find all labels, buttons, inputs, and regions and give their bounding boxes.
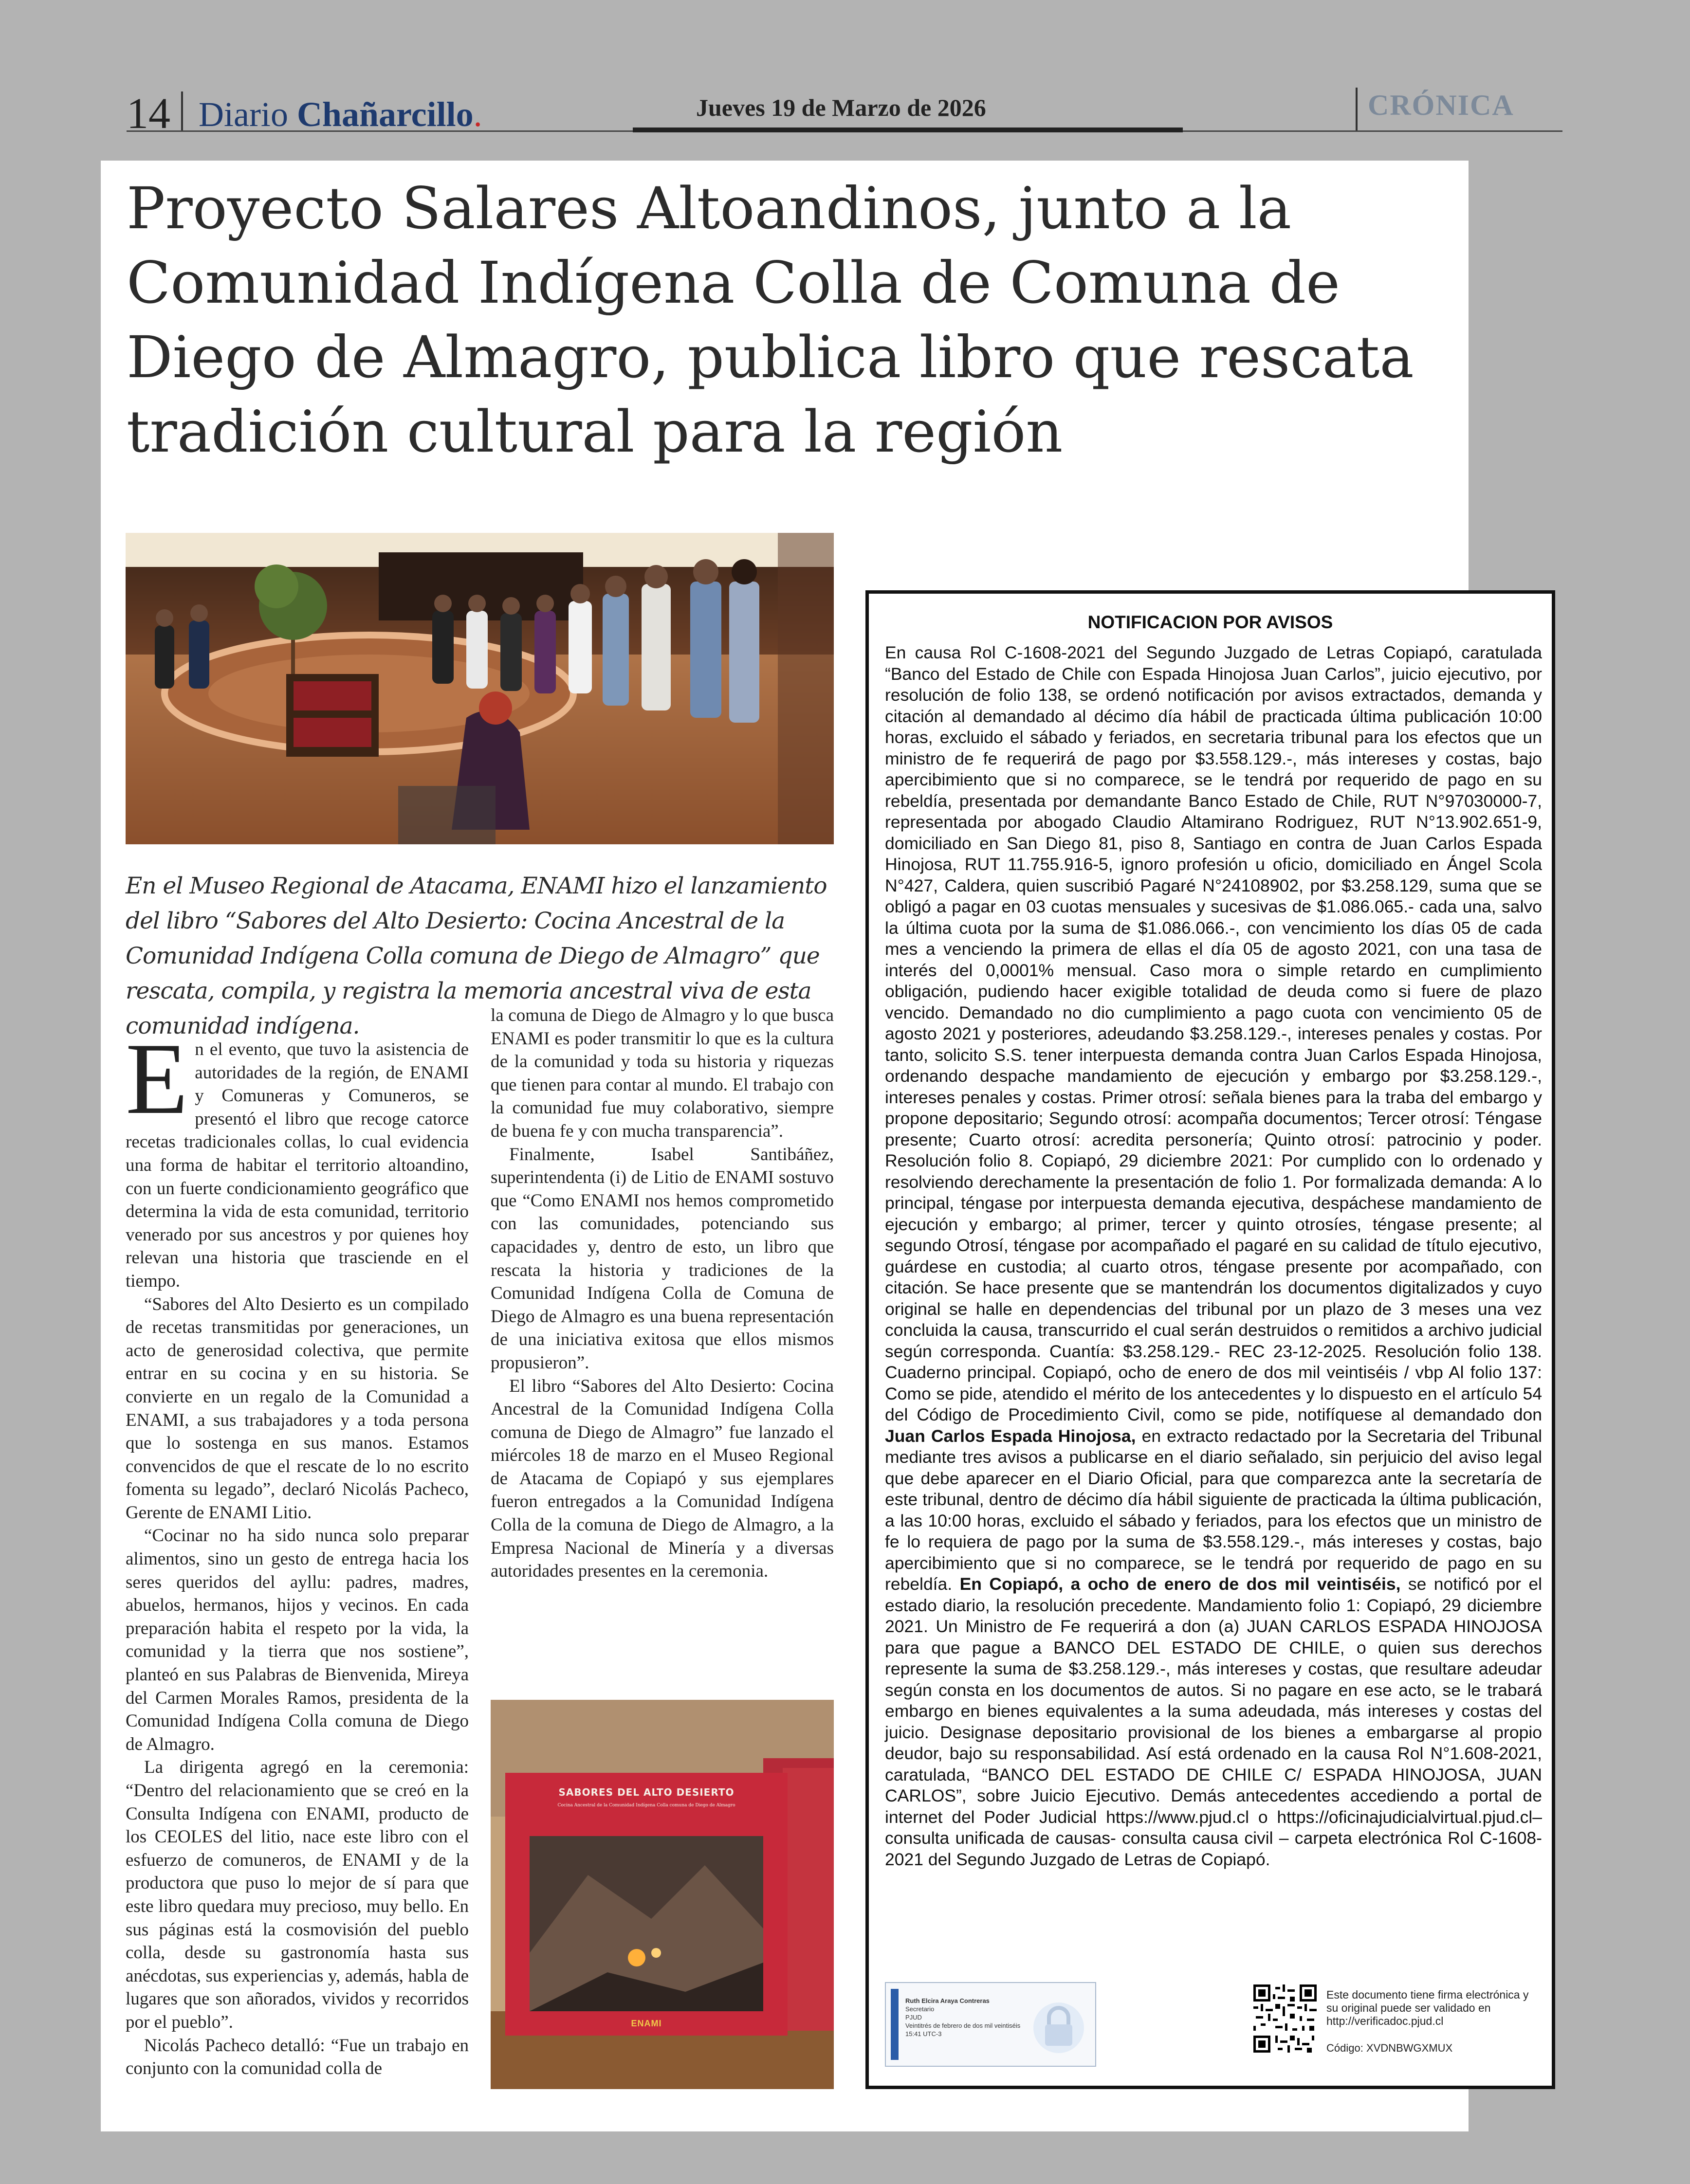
signer-role: Secretario bbox=[905, 2005, 935, 2013]
section-name: CRÓNICA bbox=[1368, 89, 1514, 121]
issue-date: Jueves 19 de Marzo de 2026 bbox=[696, 94, 986, 121]
notice-body-part-1: En causa Rol C-1608-2021 del Segundo Juzgado de Letras Copiapó, caratulada “Banco del Estado de Chile con Espada Hinojosa Juan Carlos”, juicio ejecutivo, por resolución de folio 138, se ordenó notificación por avisos extractados, demanda y citación al demandado al décimo día hábil de practicada última publicación 10:00 horas, excluido el sábado y feriados, en secretaria tribunal para los efectos que un ministro de fe requerirá de pago por $3.558.129.-, más intereses y costas, bajo apercibimiento que si no comparece, se le tendrá por requerido de pago en su rebeldía, presentada por demandante Banco Estado de Chile, RUT N°97030000-7, representada por abogado Claudio Altamirano Rodriguez, RUT N°13.902.651-9, domiciliado en San Diego 81, piso 8, Santiago en contra de Juan Carlos Espada Hinojosa, RUT 11.755.916-5, ignoro profesión u oficio, domiciliado en Ángel Scola N°427, Caldera, quien suscribió Pagaré N°24108902, por $3.258.129, suma que se obligó a pagar en 03 cuotas mensuales y sucesivas de $1.086.065.- cada una, salvo la última cuota por la suma de $1.086.066.-, con vencimiento los días 05 de cada mes a venciendo la primera de ellas el día 05 de agosto 2021, con una tasa de interés del 0,0001% mensual. Caso mora o simple retardo en cumplimiento obligación, pudiendo hacer exigible totalidad de deuda como si fuere de plazo vencido. Demandado no dio cumplimiento a pago cuota con vencimiento 05 de agosto 2021 y posteriores, adeudando $3.258.129.-, intereses penales y costas. Por tanto, solicito S.S. tener interpuesta demanda contra Juan Carlos Espada Hinojosa, ordenando despache mandamiento de ejecución y embargo por $3.258.129.-, intereses penales y costas. Primer otrosí: señala bienes para la traba del embargo y propone depositario; Segundo otrosí: acompaña documentos; Tercer otrosí: Téngase presente; Cuarto otrosí: acredita personería; Quinto otrosí: patrocinio y poder. Resolución folio 8. Copiapó, 29 diciembre 2021: Por cumplido con lo ordenado y resolviendo derechamente la presentación de folio 1. Por formalizada demanda: A lo principal, téngase por interpuesta demanda ejecutiva, despáchese mandamiento de ejecución y embargo; al primer, tercer y quinto otrosíes, téngase presente; al segundo Otrosí, téngase por acompañado el pagaré en su calidad de título ejecutivo, guárdese en custodia; al cuarto otros, téngase presente por acompañado, con citación. Se hace presente que se mantendrán los documentos digitalizados y cuyo original se halle en dependencias del tribunal por un plazo de 3 meses una vez concluida la causa, transcurrido el cual serán destruidos o remitidos a archivo judicial según corresponda. Cuantía: $3.258.129.- REC 23-12-2025. Resolución folio 138. Cuaderno principal. Copiapó, ocho de enero de dos mil veintiséis / vbp Al folio 137: Como se pide, atendido el mérito de los antecedentes y lo dispuesto en el artículo 54 del Código de Procedimiento Civil, como se pide, notifíquese al demandado don bbox=[885, 643, 1542, 1424]
newspaper-name bbox=[199, 94, 482, 135]
book-cover-title: SABORES DEL ALTO DESIERTO bbox=[558, 1786, 735, 1798]
photo-caption: En el Museo Regional de Atacama, ENAMI hizo el lanzamiento del libro “Sabores del Alto Desierto: Cocina Ancestral de la Comunidad Indígena Colla comuna de Diego de Almagro” que rescata, compila, y registra la memoria ancestral viva de esta comunidad indígena. bbox=[126, 873, 827, 1039]
paragraph-3: “Cocinar no ha sido nunca solo preparar alimentos, sino un gesto de entrega hacia los seres queridos del ayllu: padres, madres, abuelos, hermanos, hijos y vecinos. En cada preparación habita el respeto por la vida, la comunidad y la tierra que nos sostiene”, planteó en sus Palabras de Bienvenida, Mireya del Carmen Morales Ramos, presidenta de la Comunidad Indígena Colla comuna de Diego de Almagro. bbox=[126, 1526, 469, 1754]
page-number: 14 bbox=[127, 90, 170, 138]
section-divider bbox=[1356, 88, 1358, 130]
notice-body-bold-2: En Copiapó, a ocho de enero de dos mil veintiséis, bbox=[959, 1574, 1401, 1594]
book-cover-logo: ENAMI bbox=[631, 2019, 662, 2028]
notice-body-bold-1: Juan Carlos Espada Hinojosa, bbox=[885, 1426, 1136, 1446]
notice-body-part-2: en extracto redactado por la Secretaria del Tribunal mediante tres avisos a publicarse en el diario señalado, sin perjuicio del aviso legal que debe aparecer en el Diario Oficial, para que comparezca ante la secretaría de este tribunal, dentro de décimo día hábil siguiente de practicada la última publicación, a las 10:00 horas, excluido el sábado y feriados, para los efectos que un ministro de fe lo requiera de pago por la suma de $3.558.129.-, más intereses y costas, bajo apercibimiento que si no comparece, se le tendrá por requerido de pago en su rebeldía. bbox=[885, 1426, 1543, 1594]
qr-code-icon bbox=[1253, 1984, 1317, 2053]
book-cover-subtitle: Cocina Ancestral de la Comunidad Indígena Colla comuna de Diego de Almagro bbox=[557, 1803, 735, 1808]
paragraph-4: La dirigenta agregó en la ceremonia: “Dentro del relacionamiento que se creó en la Consulta Indígena con ENAMI, producto de los CEOLES del litio, nace este libro con el esfuerzo de comuneros, de ENAMI y de la productora que puso lo mejor de sí para que este libro quedara muy precioso, muy bello. En sus páginas está la cosmovisión del pueblo colla, desde su gastronomía hasta sus anécdotas, sus experiencias y, además, habla de lugares que son añorados, vividos y recorridos por el pueblo”. bbox=[126, 1757, 469, 2032]
event-photo bbox=[126, 533, 834, 844]
article-column-1 bbox=[126, 1022, 469, 2080]
newspaper-name-dot: . bbox=[473, 95, 482, 134]
signature-time: 15:41 UTC-3 bbox=[905, 2030, 942, 2038]
electronic-signature-stamp bbox=[885, 1982, 1096, 2067]
paragraph-8: El libro “Sabores del Alto Desierto: Cocina Ancestral de la Comunidad Indígena Colla comuna de Diego de Almagro” fue lanzado el miércoles 18 de marzo en el Museo Regional de Atacama de Copiapó y sus ejemplares fueron entregados a la Comunidad Indígena Colla de la comuna de Diego de Almagro, a la Empresa Nacional de Minería y a diversas autoridades presentes en la ceremonia. bbox=[491, 1376, 834, 1582]
article-headline: Proyecto Salares Altoandinos, junto a la Comunidad Indígena Colla de Comuna de Diego de Almagro, publica libro que rescata tradición cultural para la región bbox=[127, 175, 1414, 465]
verification-text: Este documento tiene firma electrónica y su original puede ser validado en http://verificadoc.pjud.cl bbox=[1326, 1988, 1529, 2027]
paragraph-1-text: n el evento, que tuvo la asistencia de autoridades de la región, de ENAMI y Comuneras y Comuneros, se presentó el libro que recoge catorce recetas tradicionales collas, lo cual evidencia una forma de habitar el territorio altoandino, con un fuerte condicionamiento geográfico que determina la vida de esta comunidad, territorio venerado por sus ancestros y por quienes hoy relevan una historia que trasciende en el tiempo. bbox=[126, 1039, 469, 1291]
masthead-divider bbox=[181, 91, 183, 130]
newspaper-name-prefix: Diario bbox=[199, 95, 297, 134]
paragraph-2: “Sabores del Alto Desierto es un compilado de recetas transmitidas por generaciones, un acto de generosidad colectiva, que permite entrar en su cocina y en su historia. Se convierte en un regalo de la Comunidad a ENAMI, a sus trabajadores y a toda persona que lo sostenga en sus manos. Estamos convencidos de que el rescate de lo no escrito fomenta su legado”, declaró Nicolás Pacheco, Gerente de ENAMI Litio. bbox=[126, 1294, 469, 1523]
article-column-2 bbox=[491, 1004, 834, 1583]
drop-cap: E bbox=[126, 1022, 188, 1135]
lock-icon bbox=[1032, 1998, 1085, 2056]
newspaper-name-bold: Chañarcillo bbox=[296, 95, 474, 134]
paragraph-7: Finalmente, Isabel Santibáñez, superintendenta (i) de Litio de ENAMI sostuvo que “Como ENAMI nos hemos comprometido con las comunidades, potenciando sus capacidades y, dentro de esto, un libro que rescata la historia y tradiciones de la Comunidad Indígena Colla de Comuna de Diego de Almagro es una buena representación de una iniciativa exitosa que ellos mismos propusieron”. bbox=[491, 1144, 834, 1373]
paragraph-6: la comuna de Diego de Almagro y lo que busca ENAMI es poder transmitir lo que es la cultura de la comunidad y toda su historia y riquezas que tienen para contar al mundo. El trabajo con la comunidad fue muy colaborativo, siempre de buena fe y con mucha transparencia”. bbox=[491, 1005, 834, 1141]
masthead bbox=[127, 83, 1562, 136]
signature-date: Veintitrés de febrero de dos mil veintiséis bbox=[905, 2022, 1021, 2029]
paragraph-1 bbox=[126, 1022, 469, 1293]
notice-body bbox=[885, 642, 1542, 1870]
notice-title: NOTIFICACION POR AVISOS bbox=[1087, 612, 1333, 632]
signature-details bbox=[905, 1997, 1037, 2038]
signature-stripe bbox=[891, 1989, 899, 2060]
notice-body-part-3: se notificó por el estado diario, la resolución precedente. Mandamiento folio 1: Copiapó, 29 diciembre 2021. Un Ministro de Fe requerirá a don (a) JUAN CARLOS ESPADA HINOJOSA para que pague a BANCO DEL ESTADO DE CHILE, o quien sus derechos represente la suma de $3.258.129.-, más intereses y costas, que resultare adeudar según consta en los documentos de autos. Si no pagare en ese acto, se le trabará embargo en bienes equivalentes a la suma adeudada, más intereses y costas del juicio. Designase depositario provisional de los bienes a embargarse al propio deudor, bajo su responsabilidad. Así está ordenado en la causa Rol N°1.608-2021, caratulada, “BANCO DEL ESTADO DE CHILE C/ ESPADA HINOJOSA, JUAN CARLOS”, sobre Juicio Ejecutivo. Demás antecedentes accediendo a portal de internet del Poder Judicial https://www.pjud.cl o https://oficinajudicialvirtual.pjud.cl–consulta unificada de causas- consulta causa civil – carpeta electrónica Rol C-1608-2021 del Segundo Juzgado de Letras de Copiapó. bbox=[885, 1574, 1542, 1869]
book-photo bbox=[491, 1700, 834, 2089]
signer-org: PJUD bbox=[905, 2014, 922, 2021]
signer-name: Ruth Elcira Araya Contreras bbox=[905, 1997, 990, 2004]
masthead-date-underline bbox=[633, 127, 1183, 132]
legal-notice-box bbox=[865, 590, 1555, 2089]
verification-code: Código: XVDNBWGXMUX bbox=[1326, 2042, 1453, 2054]
paragraph-5: Nicolás Pacheco detalló: “Fue un trabajo en conjunto con la comunidad colla de bbox=[126, 2035, 469, 2079]
